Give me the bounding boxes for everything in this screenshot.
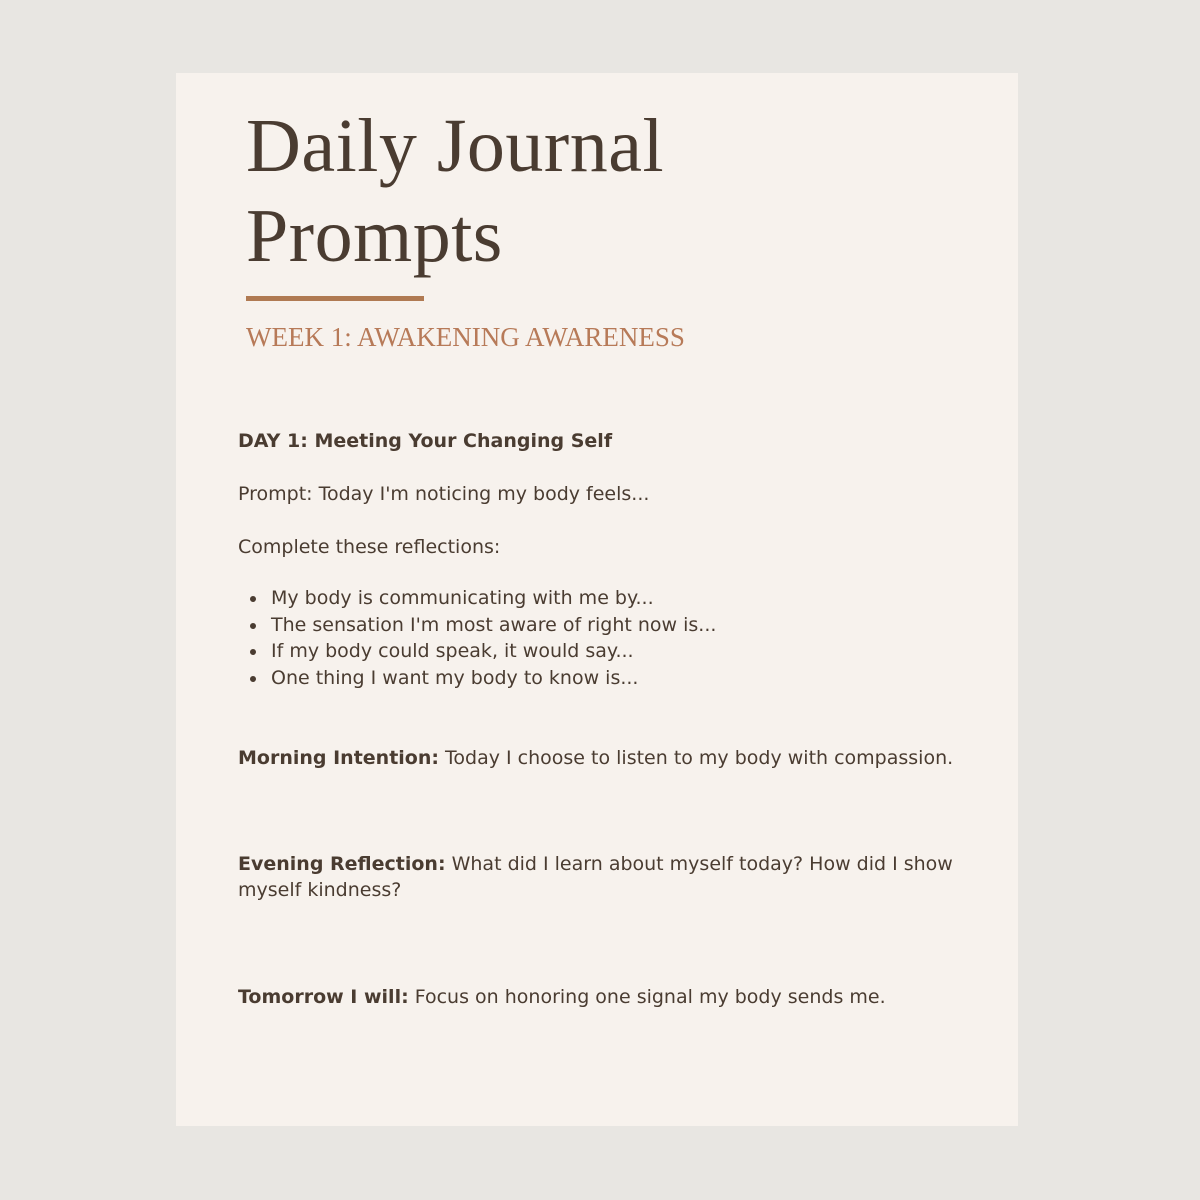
reflections-list (238, 585, 716, 691)
evening-reflection (238, 851, 1008, 903)
tomorrow-plan-label: Tomorrow I will: (238, 986, 409, 1008)
tomorrow-plan (238, 984, 886, 1010)
day-title: DAY 1: Meeting Your Changing Self (238, 430, 613, 452)
list-item: The sensation I'm most aware of right now is... (238, 612, 716, 639)
list-item: If my body could speak, it would say... (238, 638, 716, 665)
morning-intention-text: Today I choose to listen to my body with compassion. (438, 747, 954, 769)
morning-intention (238, 745, 953, 771)
morning-intention-label: Morning Intention: (238, 747, 439, 769)
evening-reflection-label: Evening Reflection: (238, 853, 446, 875)
journal-page (176, 73, 1018, 1126)
tomorrow-plan-text: Focus on honoring one signal my body sends me. (408, 986, 886, 1008)
title-divider (246, 296, 424, 301)
evening-reflection-text: What did I learn about myself today? How did I show myself kindness? (238, 853, 953, 901)
reflections-intro: Complete these reflections: (238, 536, 501, 558)
page-title (246, 101, 806, 281)
title-line-1: Daily Journal (246, 104, 665, 188)
list-item: One thing I want my body to know is... (238, 665, 716, 692)
week-subtitle: WEEK 1: AWAKENING AWARENESS (246, 322, 685, 352)
prompt-text: Prompt: Today I'm noticing my body feels... (238, 483, 650, 505)
list-item: My body is communicating with me by... (238, 585, 716, 612)
title-line-2: Prompts (246, 194, 503, 278)
